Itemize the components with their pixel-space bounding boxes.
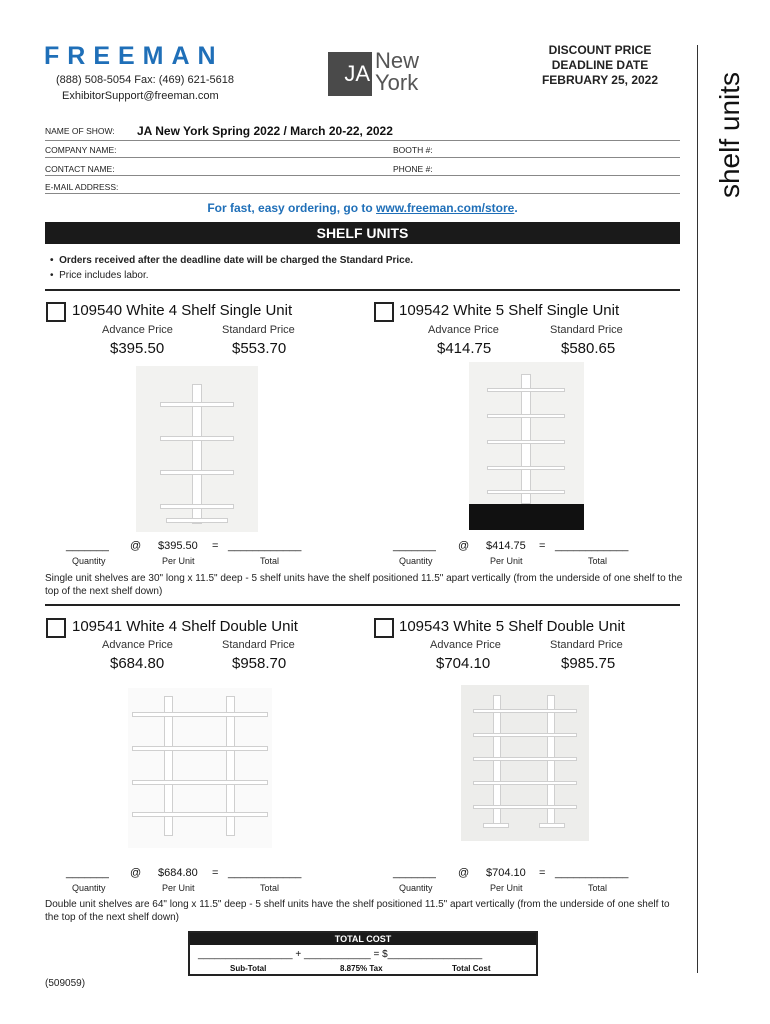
tax-label: 8.875% Tax [340, 964, 383, 973]
show-name-value: JA New York Spring 2022 / March 20-22, 2022 [137, 124, 393, 138]
bullet-text: Orders received after the deadline date will be charged the Standard Price. [59, 255, 414, 266]
at-sign: @ [458, 867, 470, 879]
per-unit-label: Per Unit [490, 556, 523, 566]
advance-price: $414.75 [437, 340, 492, 357]
booth-field[interactable] [440, 142, 680, 156]
product-photo-109543 [461, 685, 589, 841]
checkbox-109541[interactable] [46, 618, 66, 638]
total-cost-box [188, 931, 538, 976]
advance-price-label: Advance Price [428, 324, 499, 336]
equals-sign: = [539, 867, 546, 879]
promo-line [45, 201, 680, 215]
per-unit-label: Per Unit [490, 883, 523, 893]
total-cost-heading: TOTAL COST [190, 933, 536, 945]
phone-label: PHONE #: [393, 164, 433, 174]
advance-price-label: Advance Price [102, 324, 173, 336]
bullet-text: Price includes labor. [59, 270, 149, 281]
show-name-label: NAME OF SHOW: [45, 126, 115, 136]
equals-sign: = [212, 867, 219, 879]
at-sign: @ [130, 867, 142, 879]
standard-price-label: Standard Price [550, 324, 623, 336]
single-unit-note: Single unit shelves are 30" long x 11.5" deep - 5 shelf units have the shelf positioned 11.5" apart vertically (from the underside of one shelf to the top of the next shelf down) [45, 573, 683, 597]
standard-price: $958.70 [232, 655, 287, 672]
freeman-logo: FREEMAN [44, 42, 224, 70]
side-title-text: shelf units [714, 71, 745, 199]
total-cost-label: Total Cost [452, 964, 491, 973]
ja-logo-text [375, 50, 419, 94]
product-title-109542: 109542 White 5 Shelf Single Unit [399, 302, 620, 319]
total-cost-line[interactable]: _________________ + ____________ = $_________________ [198, 949, 483, 960]
double-unit-note: Double unit shelves are 64" long x 11.5" deep - 5 shelf units have the shelf positioned 11.5" apart vertically (from the underside of one shelf to the top of the next shelf down) [45, 899, 670, 923]
per-unit-price: $395.50 [158, 540, 198, 552]
per-unit-price: $684.80 [158, 867, 198, 879]
quantity-field[interactable]: _______ [66, 867, 109, 879]
per-unit-label: Per Unit [162, 556, 195, 566]
product-photo-109540 [136, 366, 258, 532]
booth-label: BOOTH #: [393, 145, 433, 155]
contact-name-field[interactable] [130, 160, 388, 174]
product-title-109541: 109541 White 4 Shelf Double Unit [72, 618, 298, 635]
rule [45, 140, 680, 141]
contact-name-label: CONTACT NAME: [45, 164, 115, 174]
at-sign: @ [130, 540, 142, 552]
advance-price: $704.10 [436, 655, 491, 672]
quantity-label: Quantity [399, 556, 433, 566]
per-unit-label: Per Unit [162, 883, 195, 893]
quantity-label: Quantity [399, 883, 433, 893]
email-label: E-MAIL ADDRESS: [45, 182, 119, 192]
rule [45, 157, 680, 158]
advance-price-label: Advance Price [430, 639, 501, 651]
product-photo-109542 [469, 362, 584, 530]
product-title-109543: 109543 White 5 Shelf Double Unit [399, 618, 625, 635]
per-unit-price: $414.75 [486, 540, 526, 552]
total-field[interactable]: ____________ [555, 540, 629, 552]
section-banner: SHELF UNITS [45, 222, 680, 244]
total-label: Total [588, 883, 608, 893]
standard-price: $553.70 [232, 340, 287, 357]
promo-suffix: . [514, 201, 518, 215]
total-label: Total [260, 883, 280, 893]
quantity-label: Quantity [72, 556, 106, 566]
quantity-field[interactable]: _______ [66, 540, 109, 552]
form-code: (509059) [45, 978, 86, 989]
advance-price: $395.50 [110, 340, 165, 357]
contact-phone-fax: (888) 508-5054 Fax: (469) 621-5618 [56, 74, 234, 86]
checkbox-109543[interactable] [374, 618, 394, 638]
deadline-block [520, 43, 680, 88]
deadline-line-1: DISCOUNT PRICE [548, 43, 652, 57]
quantity-field[interactable]: _______ [393, 540, 436, 552]
equals-sign: = [539, 540, 546, 552]
product-photo-109541 [128, 688, 272, 848]
rule [45, 175, 680, 176]
total-field[interactable]: ____________ [228, 540, 302, 552]
advance-price: $684.80 [110, 655, 165, 672]
deadline-line-2: DEADLINE DATE [551, 58, 649, 72]
total-field[interactable]: ____________ [228, 867, 302, 879]
ja-logo-mark: JA [328, 52, 372, 96]
promo-text: For fast, easy ordering, go to [207, 201, 377, 215]
ja-logo-new: New [375, 48, 420, 73]
bullet-item: • Price includes labor. [50, 270, 149, 281]
product-title-109540: 109540 White 4 Shelf Single Unit [72, 302, 293, 319]
store-link[interactable]: www.freeman.com/store [376, 201, 515, 215]
side-title [700, 60, 760, 210]
deadline-date: FEBRUARY 25, 2022 [541, 73, 659, 87]
standard-price-label: Standard Price [550, 639, 623, 651]
at-sign: @ [458, 540, 470, 552]
standard-price: $985.75 [561, 655, 616, 672]
contact-email: ExhibitorSupport@freeman.com [62, 90, 219, 102]
side-divider [697, 45, 698, 973]
section-rule [45, 289, 680, 291]
phone-field[interactable] [440, 160, 680, 174]
standard-price-label: Standard Price [222, 639, 295, 651]
ja-new-york-logo [328, 50, 438, 98]
standard-price: $580.65 [561, 340, 616, 357]
advance-price-label: Advance Price [102, 639, 173, 651]
total-field[interactable]: ____________ [555, 867, 629, 879]
checkbox-109542[interactable] [374, 302, 394, 322]
email-field[interactable] [130, 178, 680, 192]
subtotal-label: Sub-Total [230, 964, 267, 973]
per-unit-price: $704.10 [486, 867, 526, 879]
ja-logo-york: York [375, 70, 419, 95]
rule [45, 193, 680, 194]
standard-price-label: Standard Price [222, 324, 295, 336]
total-label: Total [260, 556, 280, 566]
quantity-label: Quantity [72, 883, 106, 893]
checkbox-109540[interactable] [46, 302, 66, 322]
quantity-field[interactable]: _______ [393, 867, 436, 879]
equals-sign: = [212, 540, 219, 552]
bullet-item: • Orders received after the deadline date will be charged the Standard Price. [50, 255, 414, 266]
section-rule [45, 604, 680, 606]
company-name-label: COMPANY NAME: [45, 145, 117, 155]
company-name-field[interactable] [130, 142, 388, 156]
total-label: Total [588, 556, 608, 566]
